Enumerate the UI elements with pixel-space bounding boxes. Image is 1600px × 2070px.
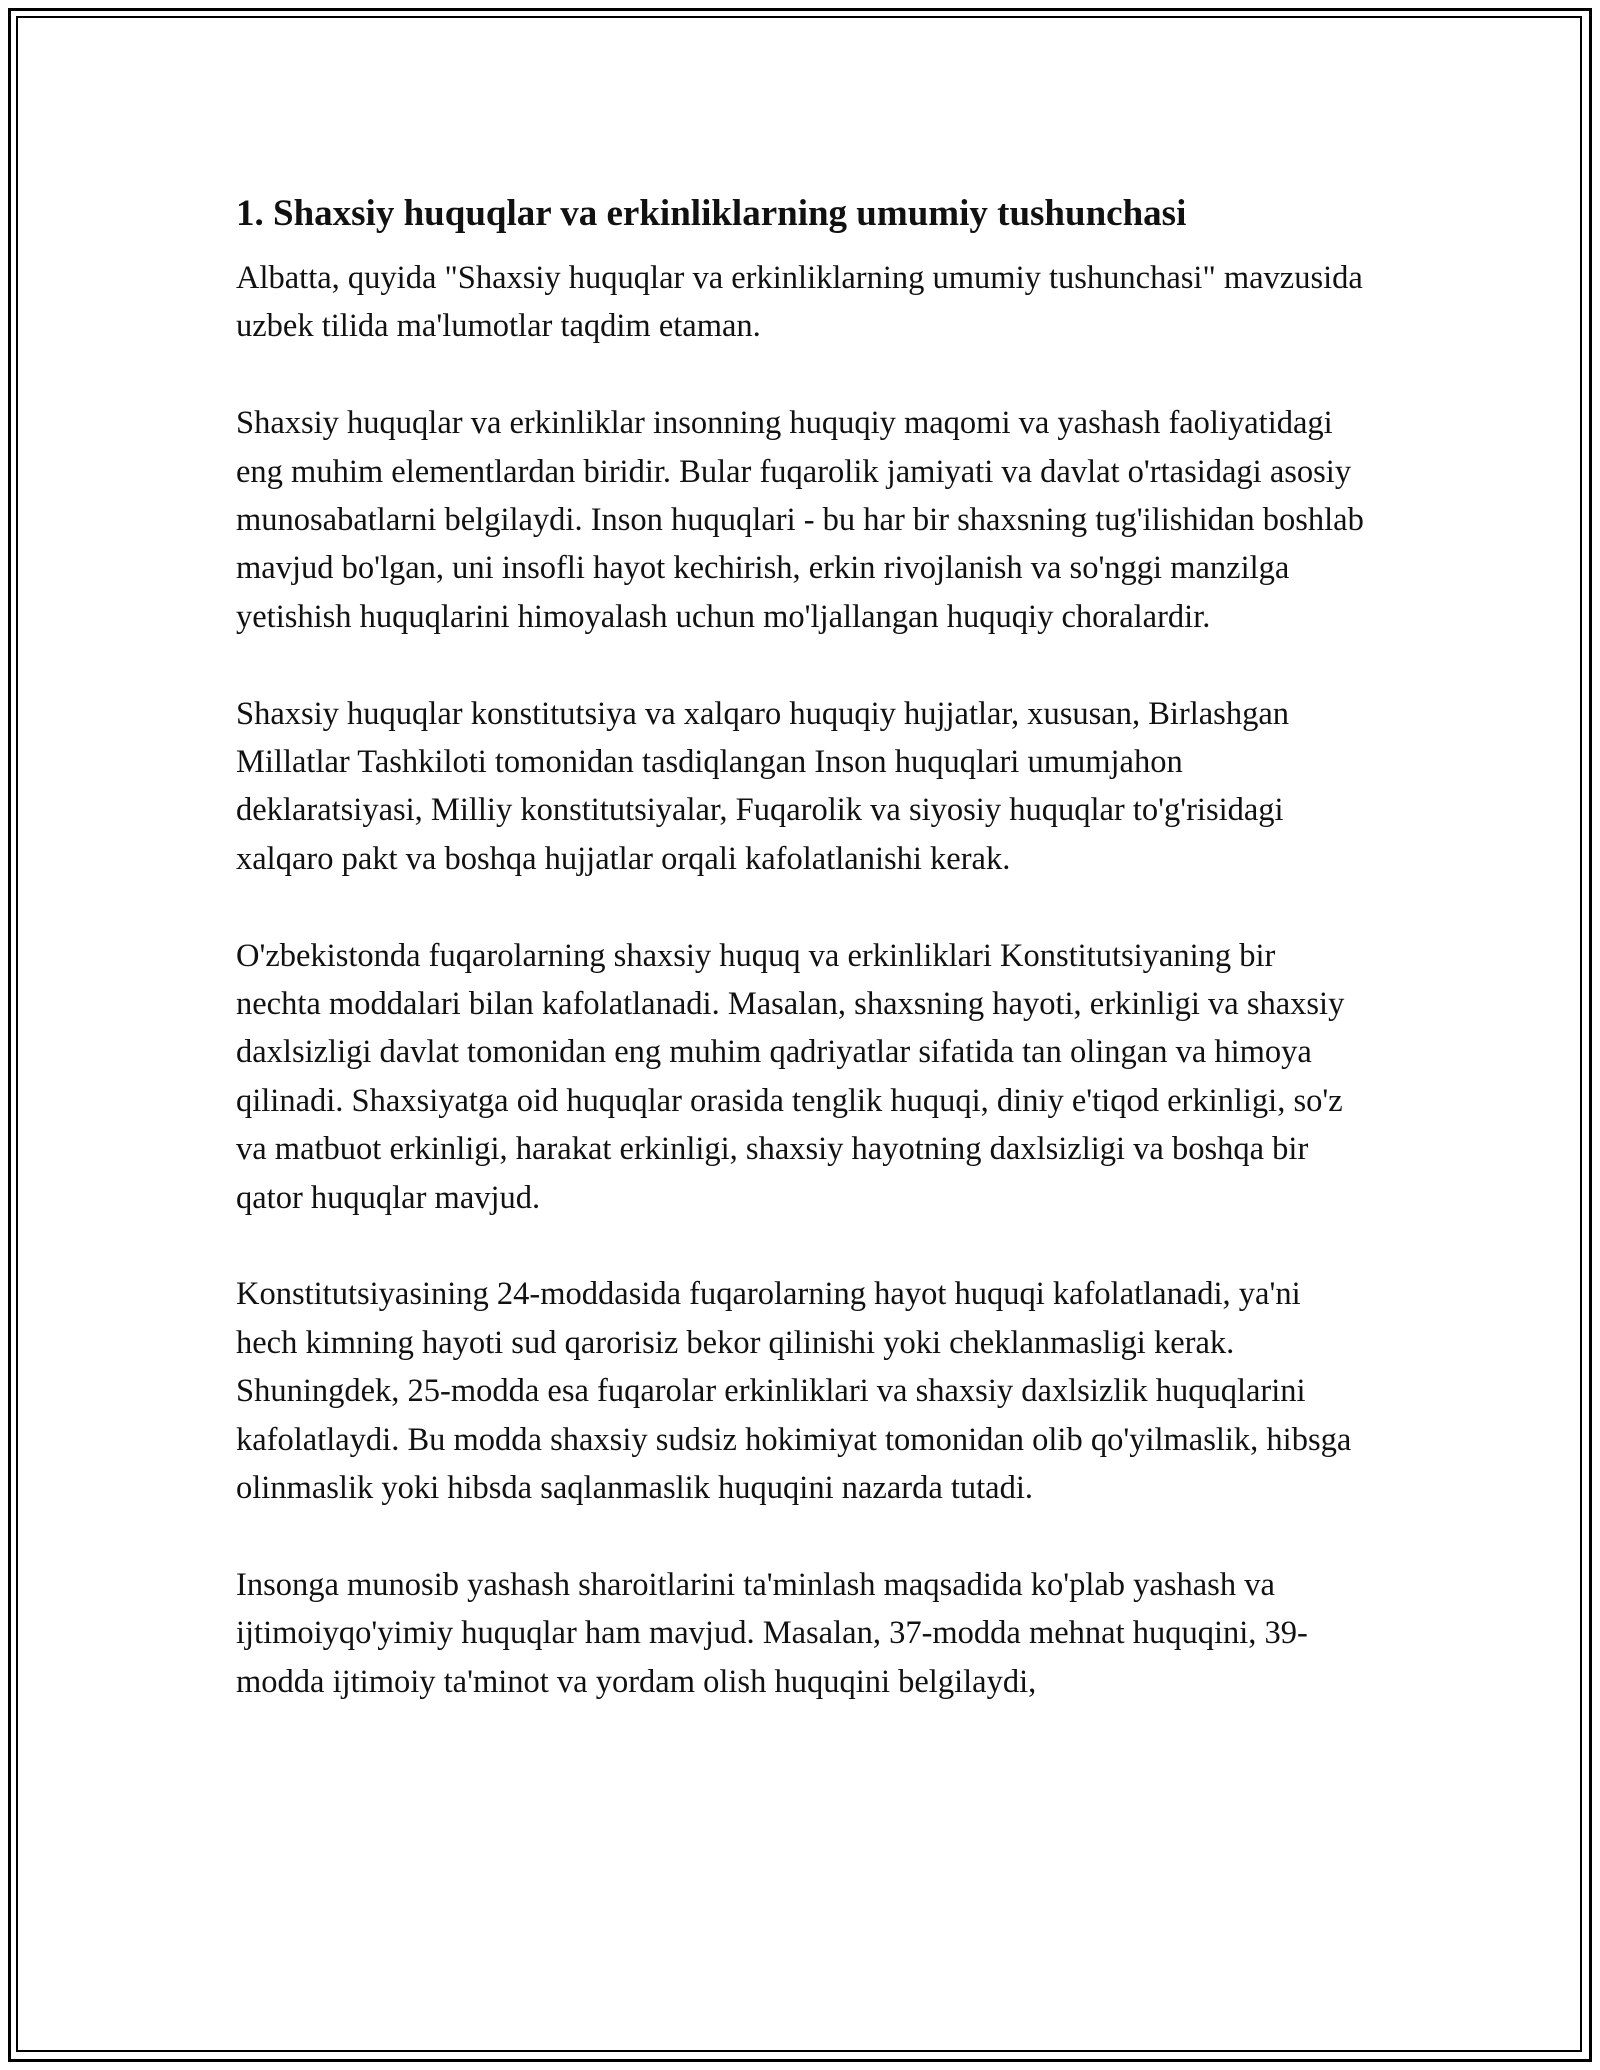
paragraph-articles-24-25: Konstitutsiyasining 24-moddasida fuqarolarning hayot huquqi kafolatlanadi, ya'ni hech kimning hayoti sud qarorisiz bekor qilinishi yoki cheklanmasligi kerak. Shuningdek, 25-modda esa fuqarolar erkinliklari va shaxsiy daxlsizlik huquqlarini kafolatlaydi. Bu modda shaxsiy sudsiz hokimiyat tomonidan olib qo'yilmaslik, hibsga olinmaslik yoki hibsda saqlanmaslik huquqini nazarda tutadi.: [236, 1276, 1352, 1507]
document-body: [236, 188, 1366, 1755]
paragraph-intro: Albatta, quyida "Shaxsiy huquqlar va erkinliklarning umumiy tushunchasi" mavzusida uzbek tilida ma'lumotlar taqdim etaman.: [236, 260, 1363, 345]
paragraph-social-rights: Insonga munosib yashash sharoitlarini ta'minlash maqsadida ko'plab yashash va ijtimoiyqo'yimiy huquqlar ham mavjud. Masalan, 37-modda mehnat huquqini, 39-modda ijtimoiy ta'minot va yordam olish huquqini belgilaydi,: [236, 1566, 1308, 1700]
paragraph-uzbekistan-constitution: O'zbekistonda fuqarolarning shaxsiy huquq va erkinliklari Konstitutsiyaning bir nechta moddalari bilan kafolatlanadi. Masalan, shaxsning hayoti, erkinligi va shaxsiy daxlsizligi davlat tomonidan eng muhim qadriyatlar sifatida tan olingan va himoya qilinadi. Shaxsiyatga oid huquqlar orasida tenglik huquqi, diniy e'tiqod erkinligi, so'z va matbuot erkinligi, harakat erkinligi, shaxsiy hayotning daxlsizligi va boshqa bir qator huquqlar mavjud.: [236, 937, 1345, 1216]
paragraph-definition: Shaxsiy huquqlar va erkinliklar insonning huquqiy maqomi va yashash faoliyatidagi eng muhim elementlardan biridir. Bular fuqarolik jamiyati va davlat o'rtasidagi asosiy munosabatlarni belgilaydi. Inson huquqlari - bu har bir shaxsning tug'ilishidan boshlab mavjud bo'lgan, uni insofli hayot kechirish, erkin rivojlanish va so'nggi manzilga yetishish huquqlarini himoyalash uchun mo'ljallangan huquqiy choralardir.: [236, 405, 1364, 635]
section-heading: 1. Shaxsiy huquqlar va erkinliklarning umumiy tushunchasi: [236, 193, 1187, 234]
paragraph-international-documents: Shaxsiy huquqlar konstitutsiya va xalqaro huquqiy hujjatlar, xususan, Birlashgan Millatlar Tashkiloti tomonidan tasdiqlangan Inson huquqlari umumjahon deklaratsiyasi, Milliy konstitutsiyalar, Fuqarolik va siyosiy huquqlar to'g'risidagi xalqaro pakt va boshqa hujjatlar orqali kafolatlanishi kerak.: [236, 695, 1289, 877]
